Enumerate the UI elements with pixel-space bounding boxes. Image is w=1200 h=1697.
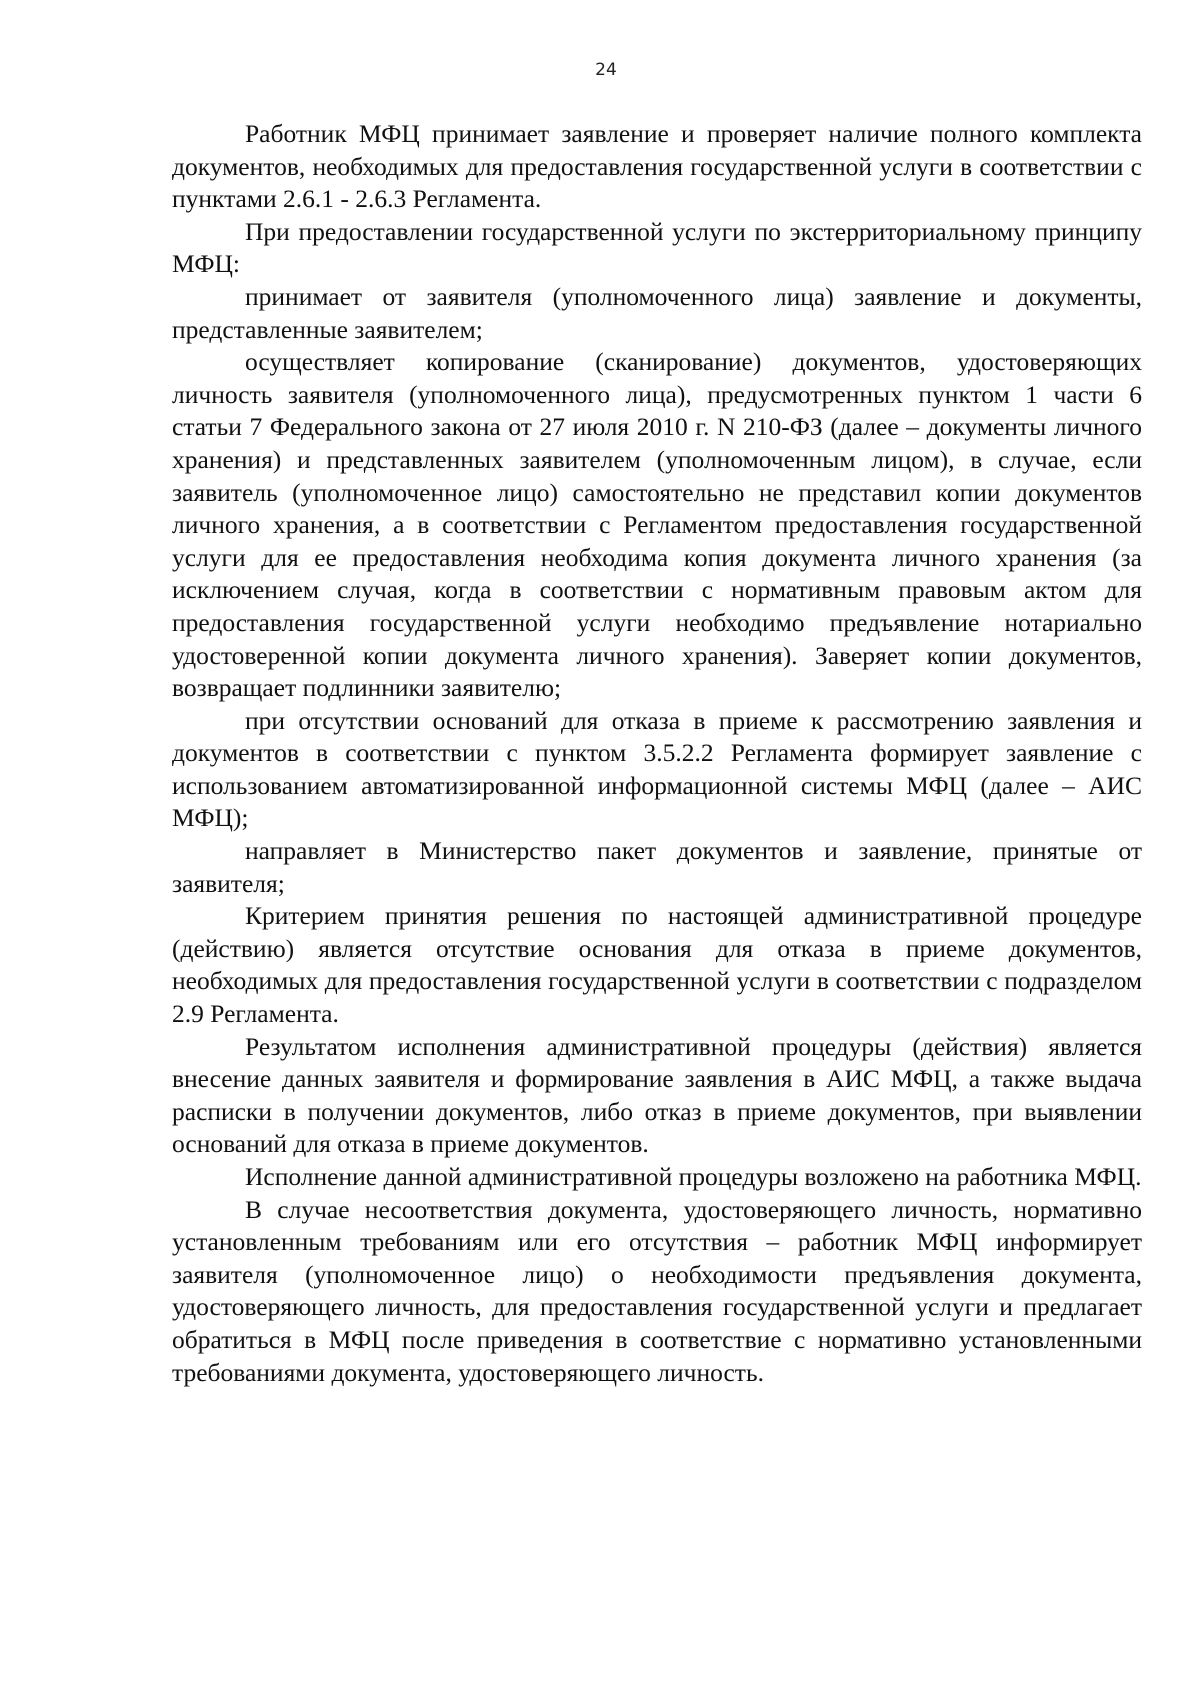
paragraph-4: осуществляет копирование (сканирование) документов, удостоверяющих личность заявителя (уполномоченного лица), предусмотренных пунктом 1 части 6 статьи 7 Федерального закона от 27 июля 2010 г. N 210-ФЗ (далее – документы личного хранения) и представленных заявителем (уполномоченным лицом), в случае, если заявитель (уполномоченное лицо) самостоятельно не представил копии документов личного хранения, а в соответствии с Регламентом предоставления государственной услуги для ее предоставления необходима копия документа личного хранения (за исключением случая, когда в соответствии с нормативным правовым актом для предоставления государственной услуги необходимо предъявление нотариально удостоверенной копии документа личного хранения). Заверяет копии документов, возвращает подлинники заявителю; <box>172 347 1142 703</box>
paragraph-8: Результатом исполнения административной процедуры (действия) является внесение данных заявителя и формирование заявления в АИС МФЦ, а также выдача расписки в получении документов, либо отказ в приеме документов, при выявлении оснований для отказа в приеме документов. <box>172 1031 1142 1159</box>
paragraph-10: В случае несоответствия документа, удостоверяющего личность, нормативно установленным требованиям или его отсутствия – работник МФЦ информирует заявителя (уполномоченное лицо) о необходимости предъявления документа, удостоверяющего личность, для предоставления государственной услуги и предлагает обратиться в МФЦ после приведения в соответствие с нормативно установленными требованиями документа, удостоверяющего личность. <box>172 1194 1142 1387</box>
paragraph-6: направляет в Министерство пакет документов и заявление, принятые от заявителя; <box>172 836 1142 898</box>
paragraph-9: Исполнение данной административной процедуры возложено на работника МФЦ. <box>245 1162 1142 1191</box>
page-number: 24 <box>595 60 617 80</box>
paragraph-5: при отсутствии оснований для отказа в приеме к рассмотрению заявления и документов в соответствии с пунктом 3.5.2.2 Регламента формирует заявление с использованием автоматизированной информационной системы МФЦ (далее – АИС МФЦ); <box>172 705 1142 833</box>
paragraph-7: Критерием принятия решения по настоящей административной процедуре (действию) является отсутствие основания для отказа в приеме документов, необходимых для предоставления государственной услуги в соответствии с подразделом 2.9 Регламента. <box>172 901 1142 1029</box>
document-body <box>172 118 1142 1389</box>
paragraph-1: Работник МФЦ принимает заявление и проверяет наличие полного комплекта документов, необходимых для предоставления государственной услуги в соответствии с пунктами 2.6.1 - 2.6.3 Регламента. <box>172 119 1142 214</box>
paragraph-3: принимает от заявителя (уполномоченного лица) заявление и документы, представленные заявителем; <box>172 281 1142 344</box>
paragraph-2: При предоставлении государственной услуги по экстерриториальному принципу МФЦ: <box>172 216 1142 279</box>
